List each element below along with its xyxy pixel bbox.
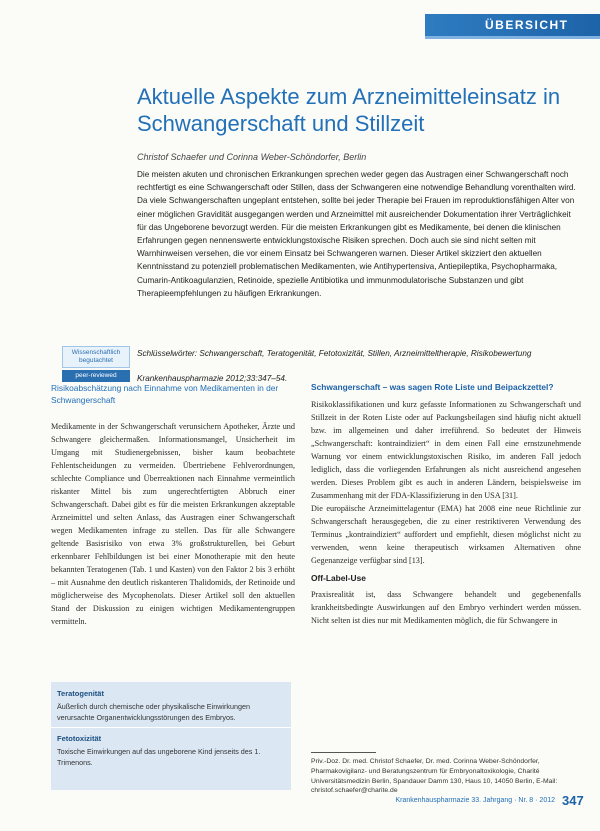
left-section-heading: Risikoabschätzung nach Einnahme von Medikamenten in der Schwangerschaft [51,383,279,405]
article-authors: Christof Schaefer und Corinna Weber-Schöndorfer, Berlin [137,152,367,162]
definition-term: Teratogenität [57,689,104,698]
keywords [137,347,581,360]
footnote-divider [311,752,376,753]
definition-divider [51,727,291,728]
right-paragraph-3: Praxisrealität ist, dass Schwangere behandelt und gegebenenfalls krankheitsbedingte Auswirkungen auf den Embryo verhindert werden müssen. Nicht selten ist dies nur mit Medikamenten möglich, die für Schwangere in [311,590,581,625]
journal-footer: Krankenhauspharmazie 33. Jahrgang · Nr. 8 · 2012 [395,797,555,804]
article-title: Aktuelle Aspekte zum Arzneimitteleinsatz in Schwangerschaft und Stillzeit [137,84,561,136]
right-paragraph-2: Die europäische Arzneimittelagentur (EMA) hat 2008 eine neue Richtlinie zur Schwangerschaft herausgegeben, die zu einer restriktiveren Verwendung des Terminus „kontraindiziert“ auffordert und empfiehlt, diesen möglichst nicht zu verwenden, wenn keine therapeutisch wirksamen Alternativen ohne Gegenanzeige verfügbar sind [13]. [311,504,581,565]
right-section-heading: Schwangerschaft – was sagen Rote Liste und Beipackzettel? [311,382,554,392]
definition-term: Fetotoxizität [57,734,102,743]
definition-text: Toxische Einwirkungen auf das ungeborene Kind jenseits des 1. Trimenons. [57,747,261,767]
left-column [51,382,295,628]
badge-reviewed: Wissenschaftlich begutachtet [62,346,130,368]
left-body-text: Medikamente in der Schwangerschaft verunsichern Apotheker, Ärzte und Schwangere gleichermaßen. Informationsmangel, Unsicherheit im Umgang mit Studienergebnissen, bisher kaum beobachtete Fehlentscheidungen zu vermeiden. Übertriebene Fehlverordnungen, schlechte Compliance und Überreaktionen nach Einnahme vermeintlich riskanter Mittel bis zum ungerechtfertigten Abbruch einer Schwangerschaft. Dabei gibt es für die meisten Erkrankungen akzeptable Arzneimittel und selten Anlass, das Austragen einer Schwangerschaft wegen Medikamenten infrage zu stellen. Das für alle Schwangere geltende Basisrisiko von etwa 3% großstrukturellen, bei Geburt erkennbarer Fehlbildungen ist bei einer Monotherapie mit den heute bekannten Teratogenen (Tab. 1 und Kasten) von den Faktor 2 bis 3 erhöht – mit Ausnahme den deutlich riskanteren Thalidomids, der Retinoide und möglicherweise des Mycophenolats. Dieser Artikel soll den aktuellen Stand der Diskussion zu einigen wichtigen Medikamentengruppen vermitteln. [51,422,295,626]
keywords-list: Schwangerschaft, Teratogenität, Fetotoxizität, Stillen, Arzneimitteltherapie, Risikobewertung [199,349,532,358]
peer-review-badge [62,346,130,382]
page-number: 347 [562,793,584,808]
definition-box [51,682,291,790]
author-footnote: Priv.-Doz. Dr. med. Christof Schaefer, Dr. med. Corinna Weber-Schöndorfer, Pharmakovigilanz- und Beratungszentrum für Embryonaltoxikologie, Charité Universitätsmedizin Berlin, Spandauer Damm 130, Haus 10, 14050 Berlin, E-Mail: christof.schaefer@charite.de [311,758,558,795]
right-column [311,381,581,627]
article-abstract: Die meisten akuten und chronischen Erkrankungen sprechen weder gegen das Austragen einer Schwangerschaft noch rechtfertigt es eine Schwangerschaft oder Stillen, dass der Schwangeren eine notwendige Behandlung vorenthalten wird. Da viele Schwangerschaften ungeplant entstehen, sollte bei jeder Therapie bei Frauen im reproduktionsfähigen Alter von einer möglichen Gravidität ausgegangen werden und Arzneimittel mit ausreichender Dokumentation ihrer Verträglichkeit für das Ungeborene bevorzugt werden. Für die meisten Erkrankungen gibt es Medikamente, bei denen die klinischen Erfahrungen gegen nennenswerte entwicklungstoxische Risiken sprechen. Doch auch sie sind nicht selten mit Warnhinweisen versehen, die vor einem Einsatz bei Schwangeren warnen. Dieser Artikel skizziert den aktuellen Kenntnisstand zu potenziell problematischen Medikamenten, wie Antihypertensiva, Antiepileptika, Psychopharmaka, Cumarin-Antikoagulanzien, Retinoide, spezielle Antibiotika und immunmodulatorische Substanzen und gibt Therapieempfehlungen zu häufigen Erkrankungen. [137,170,576,298]
off-label-subheading: Off-Label-Use [311,573,366,583]
section-tab-accent [425,36,600,39]
section-tab: ÜBERSICHT [425,14,600,36]
badge-peer-reviewed: peer-reviewed [62,370,130,382]
definition-text: Äußerlich durch chemische oder physikalische Einwirkungen verursachte Organentwicklungsstörungen des Embryos. [57,702,250,722]
right-paragraph-1: Risikoklassifikationen und kurz gefasste Informationen zu Schwangerschaft und Stillzeit in der Roten Liste oder auf Packungsbeilagen sind häufig nicht aktuell bzw. im allgemeinen und daher irreführend. So bedeutet der Hinweis „Schwangerschaft: kontraindiziert“ in dem einen Fall eine ernstzunehmende Warnung vor einem entwicklungstoxischen Risiko, im anderen Fall jedoch lediglich, dass die vorliegenden Erfahrungen als nicht ausreichend angesehen werden. Dieses Problem gibt es auch in anderen Ländern, beispielsweise im Zusammenhang mit der FDA-Klassifizierung in den USA [31]. [311,400,581,500]
citation: Krankenhauspharmazie 2012;33:347–54. [137,374,288,383]
keywords-label: Schlüsselwörter: [137,349,198,358]
